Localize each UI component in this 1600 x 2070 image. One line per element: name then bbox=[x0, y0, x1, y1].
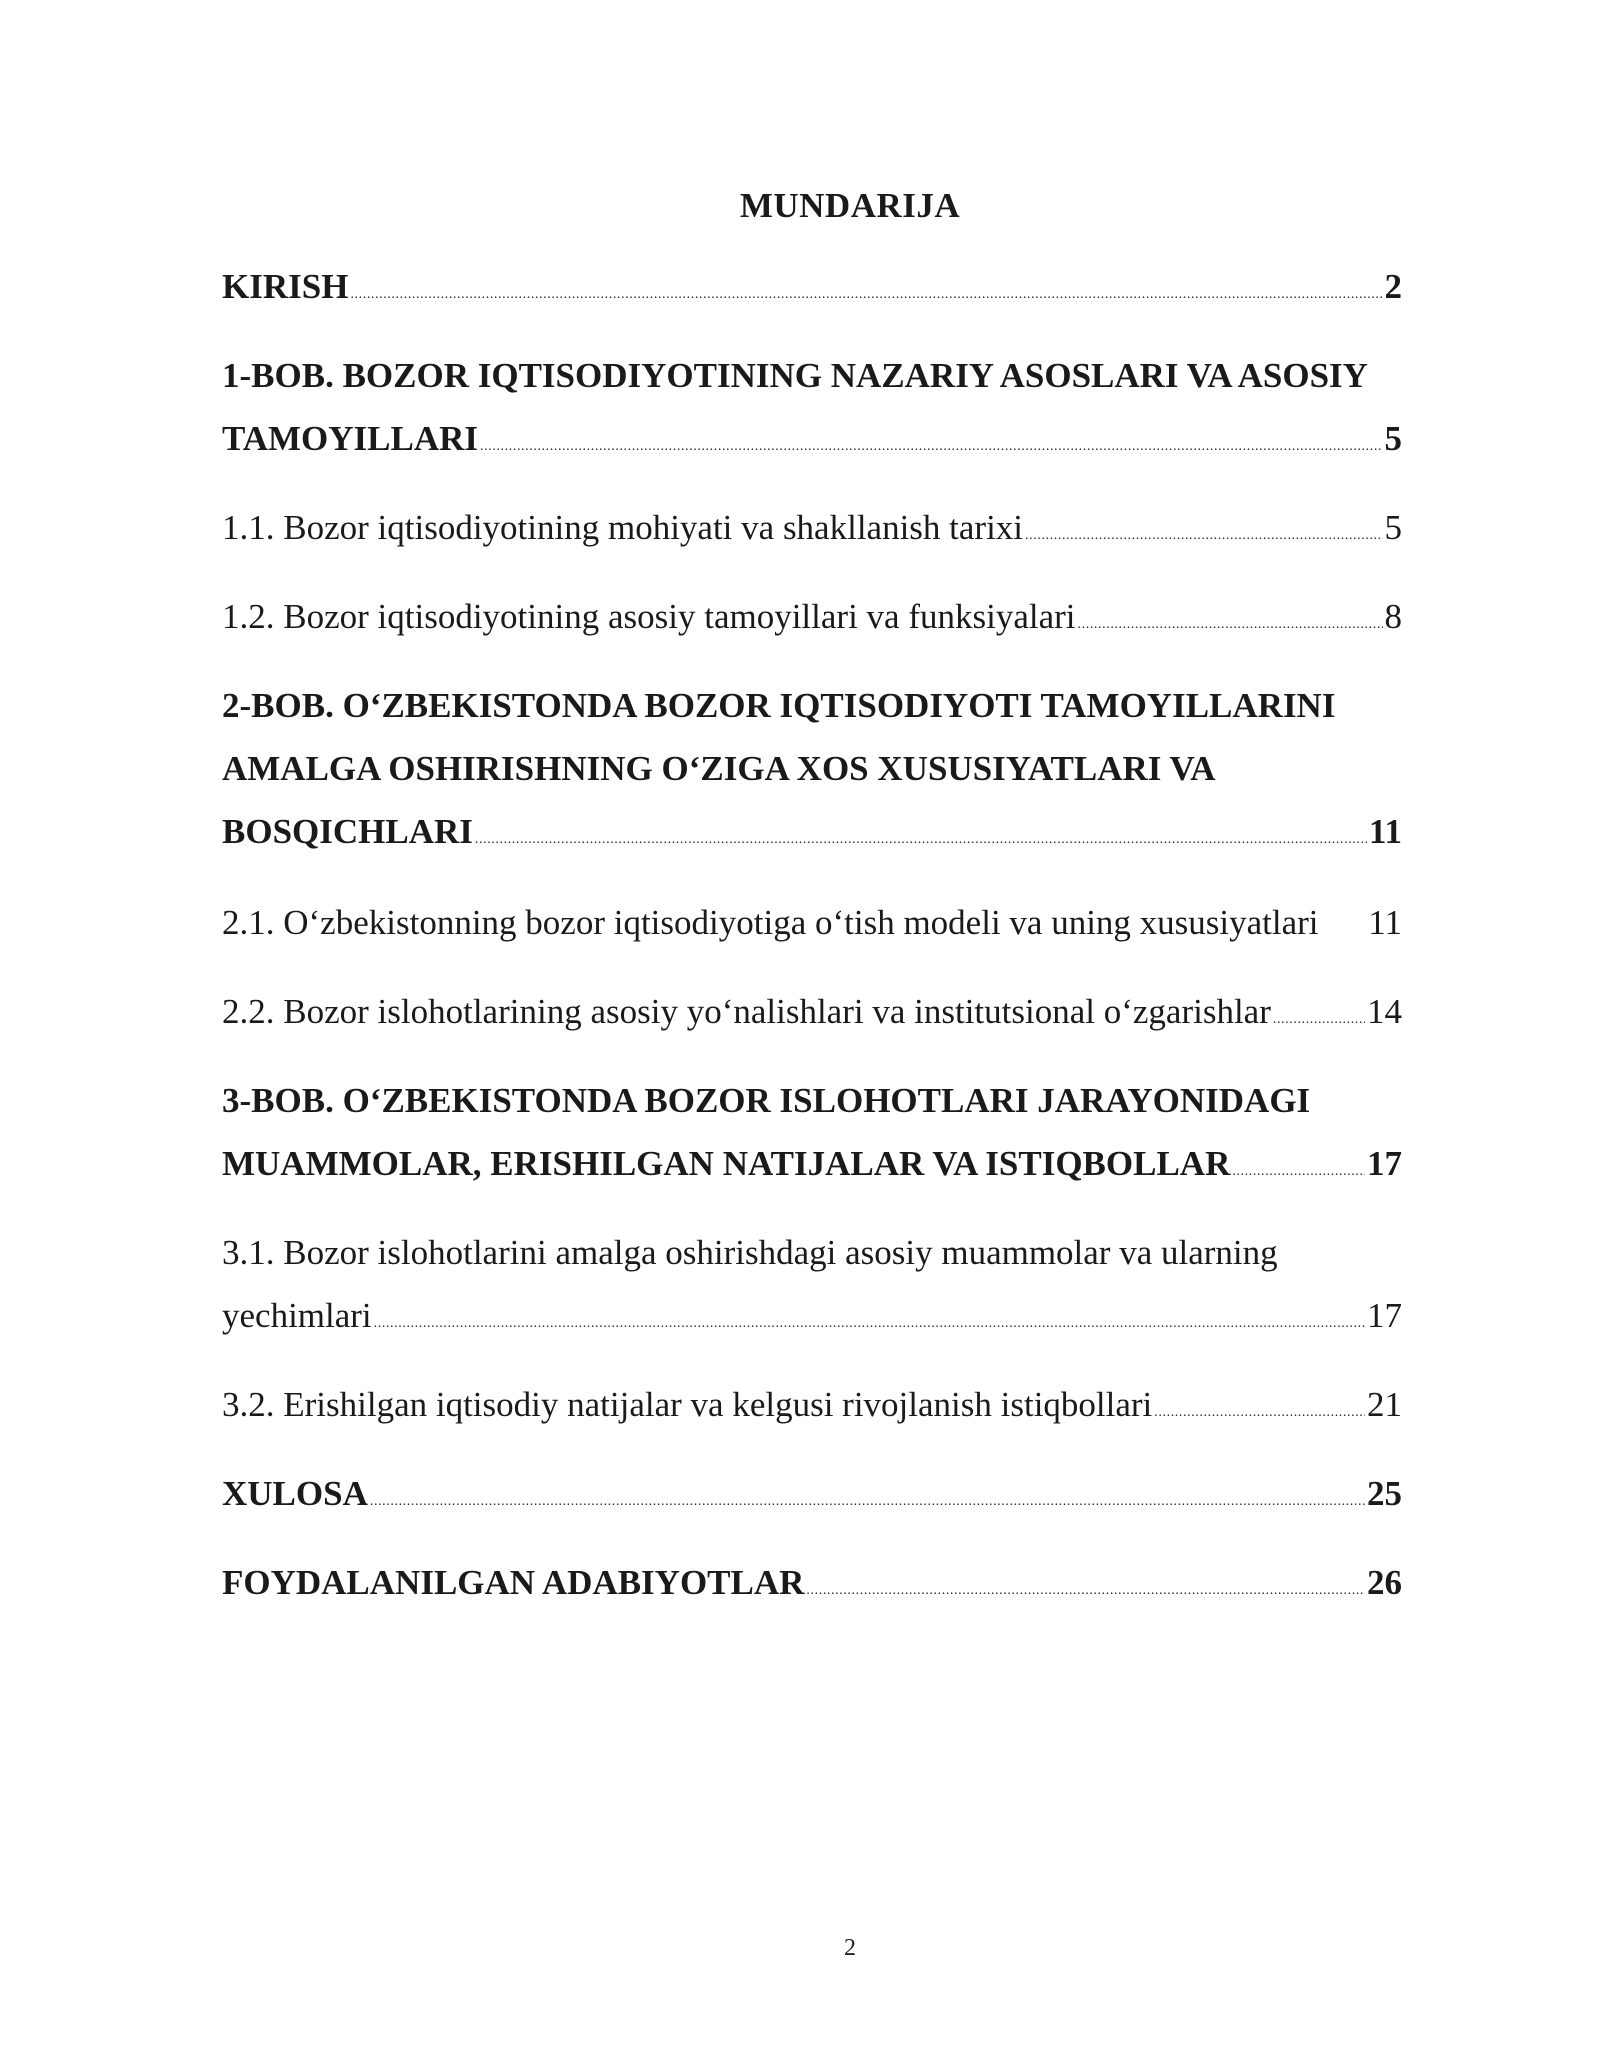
page-number: 2 bbox=[844, 1935, 856, 1961]
toc-entry-section-2-1[interactable] bbox=[222, 891, 1402, 954]
toc-entry-chapter-1[interactable] bbox=[222, 344, 1402, 478]
toc-entry-section-1-1[interactable] bbox=[222, 496, 1402, 567]
toc-title: MUNDARIJA bbox=[739, 186, 961, 225]
dot-leader bbox=[374, 1292, 1365, 1355]
toc-entry-xulosa[interactable] bbox=[222, 1462, 1402, 1533]
toc-entry-page: 5 bbox=[1384, 419, 1402, 458]
dot-leader bbox=[350, 263, 1382, 326]
toc-entry-chapter-2[interactable] bbox=[222, 674, 1402, 871]
dot-leader bbox=[370, 1470, 1365, 1533]
toc-entry-section-1-2[interactable] bbox=[222, 585, 1402, 656]
toc-entry-label: TAMOYILLARI bbox=[222, 419, 479, 458]
toc-entry-label: 3-BOB. O‘ZBEKISTONDA BOZOR ISLOHOTLARI JARAYONIDAGI bbox=[222, 1081, 1311, 1120]
toc-entry-section-3-1[interactable] bbox=[222, 1221, 1402, 1355]
toc-entry-page: 25 bbox=[1367, 1474, 1402, 1513]
toc-entry-page: 11 bbox=[1368, 812, 1402, 851]
toc-entry-chapter-3[interactable] bbox=[222, 1069, 1402, 1203]
toc-entry-section-3-2[interactable] bbox=[222, 1373, 1402, 1444]
toc-entry-label: 1-BOB. BOZOR IQTISODIYOTINING NAZARIY ASOSLARI VA ASOSIY bbox=[222, 356, 1368, 395]
dot-leader bbox=[1154, 1381, 1365, 1444]
toc-entry-label: BOSQICHLARI bbox=[222, 812, 473, 851]
dot-leader bbox=[1078, 593, 1383, 656]
toc-entry-label: XULOSA bbox=[222, 1474, 368, 1513]
toc-entry-label: 2.1. O‘zbekistonning bozor iqtisodiyotiga o‘tish modeli va uning xususiyatlari bbox=[222, 903, 1319, 942]
toc-entry-page: 2 bbox=[1384, 267, 1402, 306]
dot-leader bbox=[475, 808, 1367, 871]
dot-leader bbox=[1025, 504, 1382, 567]
dot-leader bbox=[1273, 988, 1365, 1051]
toc-entry-page: 26 bbox=[1367, 1563, 1402, 1602]
dot-leader bbox=[1232, 1140, 1365, 1203]
toc-entry-page: 8 bbox=[1384, 597, 1402, 636]
toc-entry-label: AMALGA OSHIRISHNING O‘ZIGA XOS XUSUSIYATLARI VA bbox=[222, 749, 1216, 788]
toc-entry-page: 17 bbox=[1367, 1144, 1402, 1183]
toc-entry-label: MUAMMOLAR, ERISHILGAN NATIJALAR VA ISTIQBOLLAR bbox=[222, 1144, 1231, 1183]
toc-entry-label: FOYDALANILGAN ADABIYOTLAR bbox=[222, 1563, 805, 1602]
toc-entry-label: 3.1. Bozor islohotlarini amalga oshirishdagi asosiy muammolar va ularning bbox=[222, 1233, 1278, 1272]
toc-entry-label: 1.2. Bozor iqtisodiyotining asosiy tamoyillari va funksiyalari bbox=[222, 597, 1076, 636]
toc-entry-label: KIRISH bbox=[222, 267, 349, 306]
toc-entry-label: 1.1. Bozor iqtisodiyotining mohiyati va shakllanish tarixi bbox=[222, 508, 1024, 547]
toc-entry-kirish[interactable] bbox=[222, 255, 1402, 326]
dot-leader bbox=[480, 415, 1382, 478]
toc-entry-label: 3.2. Erishilgan iqtisodiy natijalar va kelgusi rivojlanish istiqbollari bbox=[222, 1385, 1153, 1424]
dot-leader bbox=[806, 1559, 1365, 1622]
toc-entry-page: 17 bbox=[1367, 1296, 1402, 1335]
toc-entry-references[interactable] bbox=[222, 1551, 1402, 1622]
toc-entry-label: 2-BOB. O‘ZBEKISTONDA BOZOR IQTISODIYOTI TAMOYILLARINI bbox=[222, 686, 1336, 725]
toc-entry-label: 2.2. Bozor islohotlarining asosiy yo‘nalishlari va institutsional o‘zgarishlar bbox=[222, 992, 1271, 1031]
toc-entry-section-2-2[interactable] bbox=[222, 980, 1402, 1051]
toc-entry-label: yechimlari bbox=[222, 1296, 372, 1335]
toc-entry-page: 5 bbox=[1384, 508, 1402, 547]
toc-entry-page: 11 bbox=[1368, 903, 1402, 942]
toc-entry-page: 21 bbox=[1367, 1385, 1402, 1424]
toc-entry-page: 14 bbox=[1367, 992, 1402, 1031]
